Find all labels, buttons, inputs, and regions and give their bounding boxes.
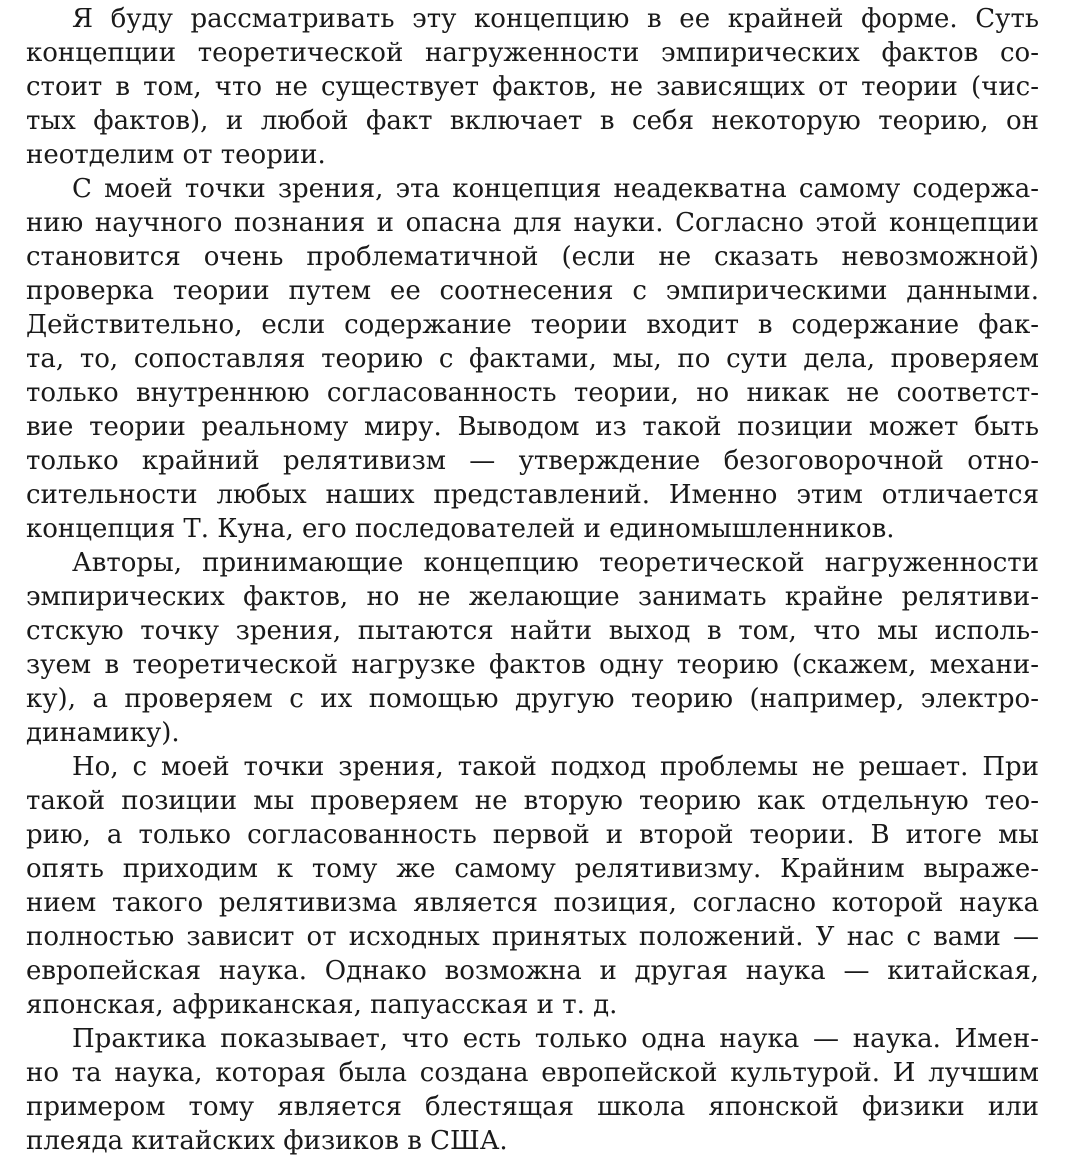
text-line: Но, с моей точки зрения, такой подход проблемы не решает. При [72, 752, 1039, 782]
text-line: Авторы, принимающие концепцию теоретической нагруженности [72, 548, 1039, 578]
text-line: только крайний релятивизм — утверждение безоговорочной отно- [26, 446, 1039, 476]
text-line: динамику). [26, 718, 180, 748]
text-line: полностью зависит от исходных принятых положений. У нас с вами — [26, 922, 1039, 952]
paragraph [26, 546, 1039, 750]
text-line: проверка теории путем ее соотнесения с эмпирическими данными. [26, 276, 1039, 306]
text-line: только внутреннюю согласованность теории, но никак не соответст- [26, 378, 1039, 408]
text-line: вие теории реальному миру. Выводом из такой позиции может быть [26, 412, 1039, 442]
text-line: концепции теоретической нагруженности эмпирических фактов со- [26, 38, 1039, 68]
text-line: европейская наука. Однако возможна и другая наука — китайская, [26, 956, 1039, 986]
text-line: сительности любых наших представлений. Именно этим отличается [26, 480, 1039, 510]
text-line: та, то, сопоставляя теорию с фактами, мы, по сути дела, проверяем [26, 344, 1039, 374]
text-line: стоит в том, что не существует фактов, не зависящих от теории (чис- [26, 72, 1039, 102]
document-page [26, 2, 1039, 1158]
text-line: но та наука, которая была создана европейской культурой. И лучшим [26, 1058, 1039, 1088]
text-line: японская, африканская, папуасская и т. д. [26, 990, 618, 1020]
text-line: рию, а только согласованность первой и второй теории. В итоге мы [26, 820, 1039, 850]
text-line: опять приходим к тому же самому релятивизму. Крайним выраже- [26, 854, 1039, 884]
text-line: такой позиции мы проверяем не вторую теорию как отдельную тео- [26, 786, 1039, 816]
paragraph [26, 172, 1039, 546]
text-line: Практика показывает, что есть только одна наука — наука. Имен- [72, 1024, 1039, 1054]
text-line: примером тому является блестящая школа японской физики или [26, 1092, 1039, 1122]
text-line: Я буду рассматривать эту концепцию в ее крайней форме. Суть [72, 4, 1039, 34]
text-line: неотделим от теории. [26, 140, 326, 170]
text-line: Действительно, если содержание теории входит в содержание фак- [26, 310, 1039, 340]
text-line: плеяда китайских физиков в США. [26, 1126, 508, 1156]
text-line: нию научного познания и опасна для науки. Согласно этой концепции [26, 208, 1039, 238]
text-line: становится очень проблематичной (если не сказать невозможной) [26, 242, 1039, 272]
text-line: зуем в теоретической нагрузке фактов одну теорию (скажем, механи- [26, 650, 1039, 680]
paragraph [26, 2, 1039, 172]
text-line: С моей точки зрения, эта концепция неадекватна самому содержа- [72, 174, 1039, 204]
text-line: эмпирических фактов, но не желающие занимать крайне релятиви- [26, 582, 1039, 612]
text-line: нием такого релятивизма является позиция, согласно которой наука [26, 888, 1039, 918]
paragraph [26, 1022, 1039, 1158]
paragraph [26, 750, 1039, 1022]
text-line: тых фактов), и любой факт включает в себя некоторую теорию, он [26, 106, 1039, 136]
text-line: стскую точку зрения, пытаются найти выход в том, что мы исполь- [26, 616, 1039, 646]
text-line: ку), а проверяем с их помощью другую теорию (например, электро- [26, 684, 1039, 714]
text-line: концепция Т. Куна, его последователей и единомышленников. [26, 514, 895, 544]
